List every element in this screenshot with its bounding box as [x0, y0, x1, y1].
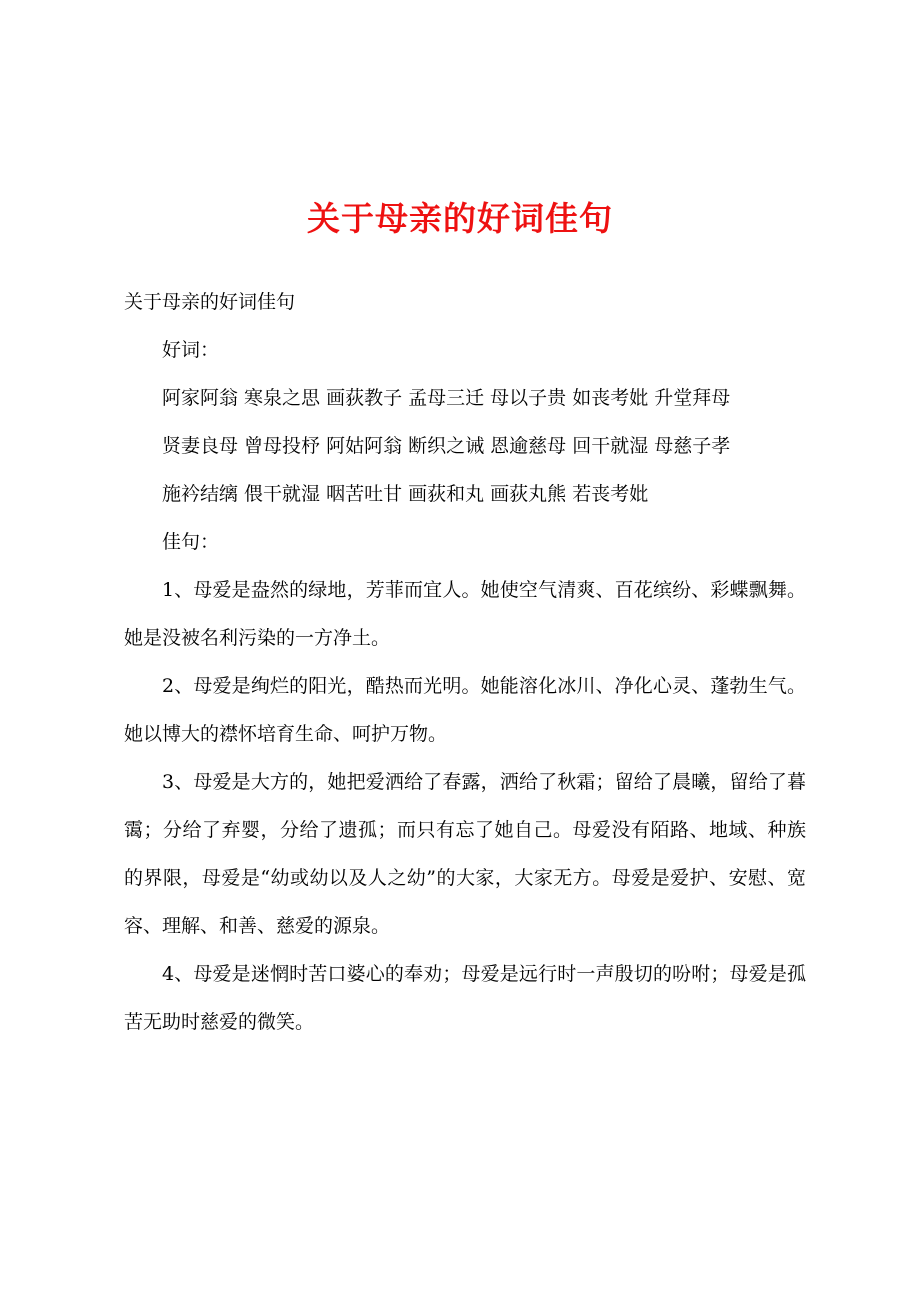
good-words-line: 贤妻良母 曾母投杼 阿姑阿翁 断织之诫 恩逾慈母 回干就湿 母慈子孝: [162, 435, 731, 457]
intro-line: 关于母亲的好词佳句: [124, 291, 296, 313]
good-words-line: 施衿结缡 偎干就湿 咽苦吐甘 画荻和丸 画荻丸熊 若丧考妣: [162, 483, 649, 505]
sentence-paragraph: 1、母爱是盎然的绿地，芳菲而宜人。她使空气清爽、百花缤纷、彩蝶飘舞。她是没被名利污染的一方净土。: [124, 579, 806, 649]
good-words-heading: 好词：: [162, 339, 220, 361]
good-sentences-heading: 佳句：: [162, 531, 220, 553]
document-body: [124, 278, 806, 1046]
sentence-paragraph: 4、母爱是迷惘时苦口婆心的奉劝；母爱是远行时一声殷切的吩咐；母爱是孤苦无助时慈爱的微笑。: [124, 963, 806, 1033]
document-title: 关于母亲的好词佳句: [307, 199, 613, 238]
good-words-line: 阿家阿翁 寒泉之思 画荻教子 孟母三迁 母以子贵 如丧考妣 升堂拜母: [162, 387, 731, 409]
sentence-paragraph: 2、母爱是绚烂的阳光，酷热而光明。她能溶化冰川、净化心灵、蓬勃生气。她以博大的襟怀培育生命、呵护万物。: [124, 675, 806, 745]
sentence-paragraph: 3、母爱是大方的，她把爱洒给了春露，洒给了秋霜；留给了晨曦，留给了暮霭；分给了弃婴，分给了遗孤；而只有忘了她自己。母爱没有陌路、地域、种族的界限，母爱是“幼或幼以及人之幼”的大家，大家无方。母爱是爱护、安慰、宽容、理解、和善、慈爱的源泉。: [124, 771, 806, 937]
